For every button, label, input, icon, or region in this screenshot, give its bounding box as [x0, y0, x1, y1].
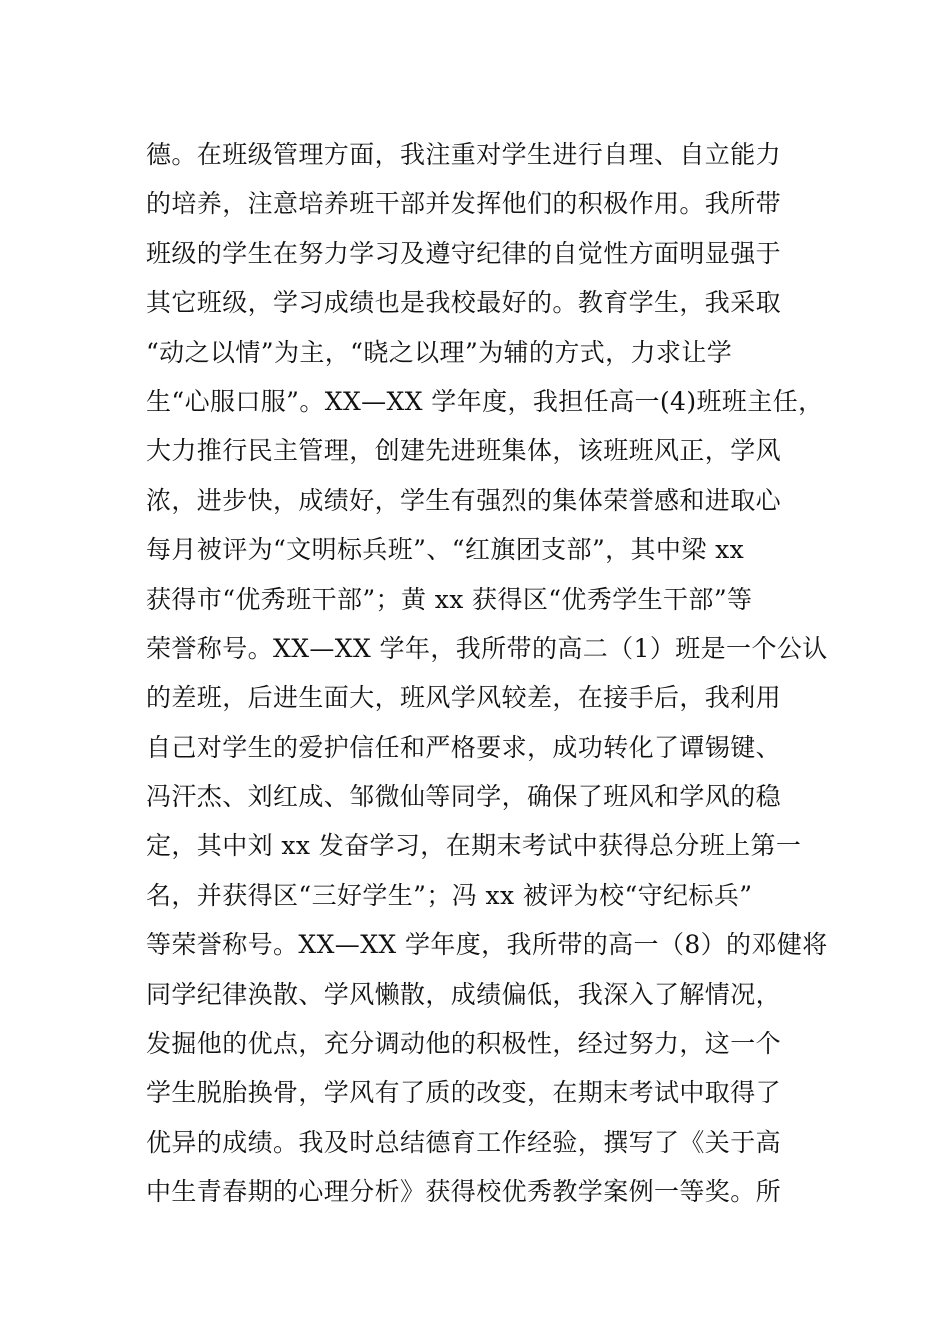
- text-line: “动之以情”为主，“晓之以理”为辅的方式，力求让学: [146, 337, 733, 367]
- text-line: 每月被评为“文明标兵班”、“红旗团支部”，其中梁 xx: [146, 535, 745, 565]
- text-line: 获得市“优秀班干部”；黄 xx 获得区“优秀学生干部”等: [146, 584, 753, 614]
- text-line: 其它班级，学习成绩也是我校最好的。教育学生，我采取: [146, 288, 782, 318]
- text-line: 中生青春期的心理分析》获得校优秀教学案例一等奖。所: [146, 1177, 782, 1207]
- text-line: 班级的学生在努力学习及遵守纪律的自觉性方面明显强于: [146, 238, 782, 268]
- text-line: 的差班，后进生面大，班风学风较差，在接手后，我利用: [146, 683, 782, 713]
- text-line: 名，并获得区“三好学生”；冯 xx 被评为校“守纪标兵”: [146, 880, 753, 910]
- text-line: 定，其中刘 xx 发奋学习，在期末考试中获得总分班上第一: [146, 831, 802, 861]
- text-line: 浓，进步快，成绩好，学生有强烈的集体荣誉感和进取心: [146, 485, 782, 515]
- text-line: 的培养，注意培养班干部并发挥他们的积极作用。我所带: [146, 189, 782, 219]
- text-line: 德。在班级管理方面，我注重对学生进行自理、自立能力: [146, 140, 782, 169]
- body-text: [146, 130, 828, 1217]
- text-line: 大力推行民主管理，创建先进班集体，该班班风正，学风: [146, 436, 782, 466]
- text-line: 荣誉称号。XX—XX 学年，我所带的高二（1）班是一个公认: [146, 633, 828, 663]
- text-line: 优异的成绩。我及时总结德育工作经验，撰写了《关于高: [146, 1127, 782, 1157]
- text-line: 等荣誉称号。XX—XX 学年度，我所带的高一（8）的邓健将: [146, 930, 828, 960]
- text-line: 冯汗杰、刘红成、邹微仙等同学，确保了班风和学风的稳: [146, 782, 782, 812]
- text-line: 学生脱胎换骨，学风有了质的改变，在期末考试中取得了: [146, 1078, 782, 1108]
- text-line: 同学纪律涣散、学风懒散，成绩偏低，我深入了解情况，: [146, 979, 782, 1009]
- text-line: 发掘他的优点，充分调动他的积极性，经过努力，这一个: [146, 1029, 782, 1059]
- text-line: 生“心服口服”。XX—XX 学年度，我担任高一(4)班班主任，: [146, 386, 824, 416]
- text-line: 自己对学生的爱护信任和严格要求，成功转化了谭锡键、: [146, 732, 782, 762]
